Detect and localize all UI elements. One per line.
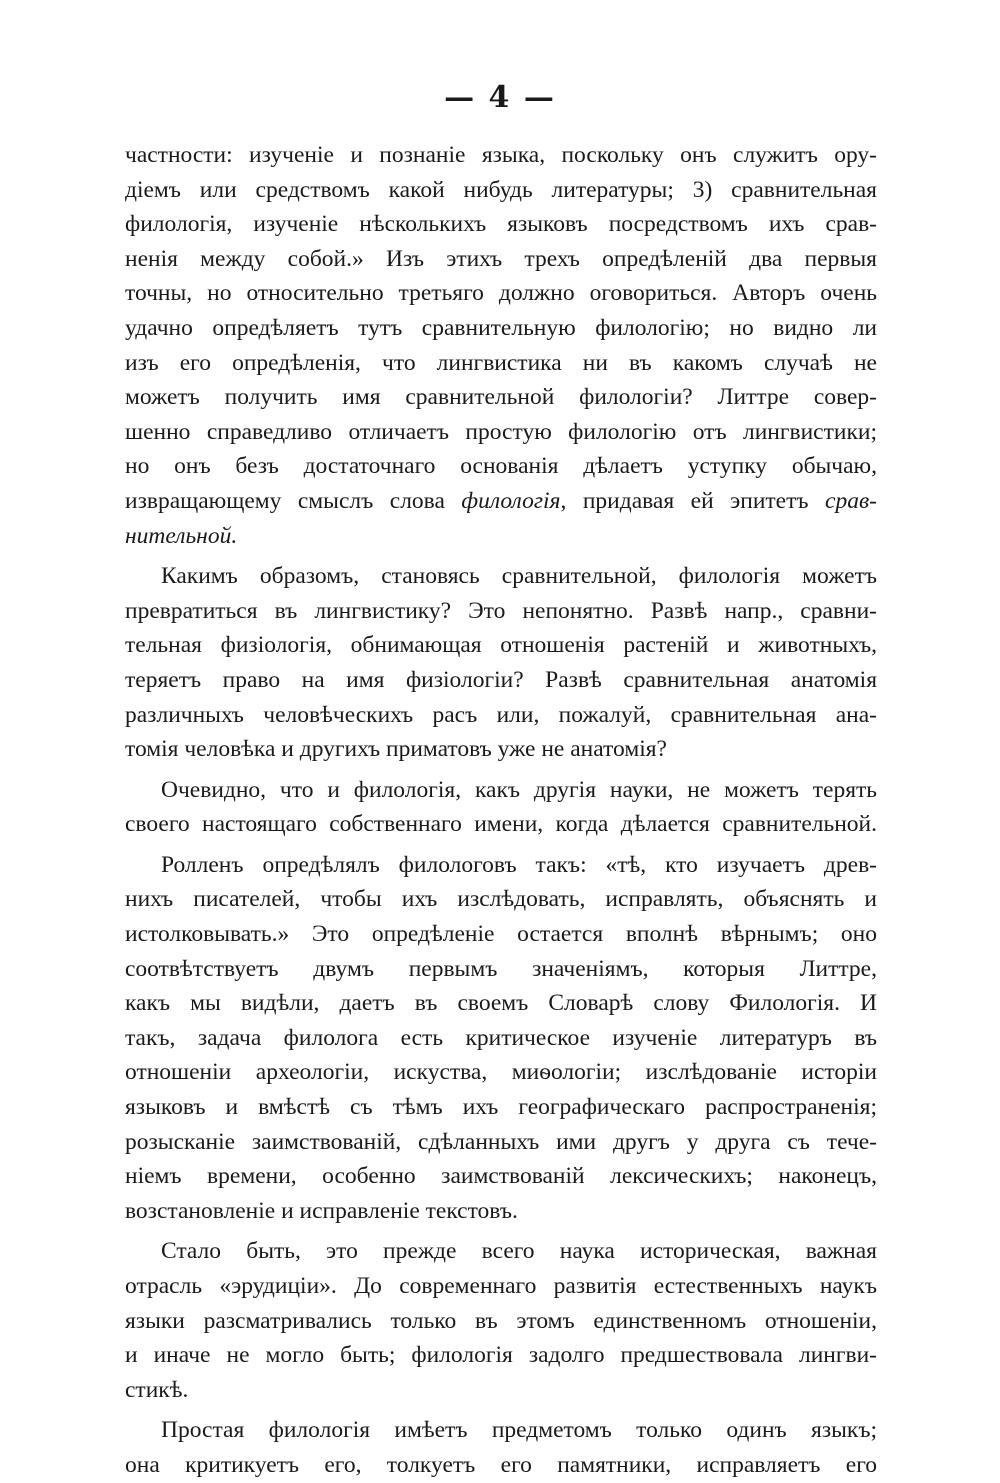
text-line: нихъ писателей, чтобы ихъ изслѣдовать, исправлять, объяснять и (125, 886, 877, 913)
paragraph-1 (125, 138, 877, 553)
text-line: она критикуетъ его, толкуетъ его памятники, исправляетъ его (125, 1451, 877, 1478)
text-line: но онъ безъ достаточнаго основанія дѣлаетъ уступку обычаю, (125, 453, 877, 480)
paragraph-2 (125, 559, 877, 767)
paragraph-5 (125, 1234, 877, 1407)
text-line: такъ, задача филолога есть критическое изученіе литературъ въ (125, 1024, 877, 1051)
text-line: и иначе не могло быть; филологія задолго предшествовала лингви- (125, 1342, 877, 1369)
text-line: точны, но относительно третьяго должно оговориться. Авторъ очень (125, 280, 877, 307)
paragraph-3 (125, 773, 877, 842)
text-line: истолковывать.» Это опредѣленіе остается вполнѣ вѣрнымъ; оно (125, 921, 877, 948)
text-line: возстановленіе и исправленіе текстовъ. (125, 1197, 518, 1224)
text-run: , придавая ей эпитетъ (560, 487, 826, 514)
text-line: частности: изученіе и познаніе языка, поскольку онъ служитъ ору- (125, 142, 877, 168)
text-line-italic: нительной. (125, 522, 238, 549)
text-line: Какимъ образомъ, становясь сравнительной, филологія можетъ (161, 563, 877, 590)
text-line: какъ мы видѣли, даетъ въ своемъ Словарѣ слову Филологія. И (125, 990, 877, 1017)
text-line: тельная физіологія, обнимающая отношенія растеній и животныхъ, (125, 632, 877, 659)
text-line: отрасль «эрудиціи». До современнаго развитія естественныхъ наукъ (125, 1273, 877, 1299)
text-line: Очевидно, что и филологія, какъ другія науки, не можетъ терять (161, 776, 877, 803)
text-line: Стало быть, это прежде всего наука историческая, важная (161, 1238, 877, 1265)
text-line: различныхъ человѣческихъ расъ или, пожалуй, сравнительная ана- (125, 701, 877, 728)
text-line: языки разсматривались только въ этомъ единственномъ отношеніи, (125, 1307, 877, 1334)
text-line: отношеніи археологіи, искуства, миѳологіи; изслѣдованіе исторіи (125, 1059, 877, 1086)
text-line: шенно справедливо отличаетъ простую филологію отъ лингвистики; (125, 418, 877, 445)
text-line: Ролленъ опредѣлялъ филологовъ такъ: «тѣ, кто изучаетъ древ- (161, 851, 877, 878)
text-line: удачно опредѣляетъ тутъ сравнительную филологію; но видно ли (125, 314, 877, 341)
text-line: ніемъ времени, особенно заимствованій лексическихъ; наконецъ, (125, 1163, 877, 1190)
text-run: извращающему смыслъ слова (125, 487, 462, 514)
body-text (125, 138, 877, 1483)
text-line: можетъ получить имя сравнительной филологіи? Литтре совер- (125, 384, 877, 411)
text-line: Простая филологія имѣетъ предметомъ только одинъ языкъ; (161, 1417, 877, 1444)
paragraph-6 (125, 1413, 877, 1482)
text-line: розысканіе заимствованій, сдѣланныхъ ими другъ у друга съ тече- (125, 1128, 877, 1155)
text-line: діемъ или средствомъ какой нибудь литературы; 3) сравнительная (125, 176, 877, 203)
text-line: ненія между собой.» Изъ этихъ трехъ опредѣленій два первыя (125, 245, 877, 272)
italic-word: срав- (825, 487, 877, 514)
text-line: соотвѣтствуетъ двумъ первымъ значеніямъ, которыя Литтре, (125, 955, 877, 982)
text-line: томія человѣка и другихъ приматовъ уже не анатомія? (125, 736, 667, 763)
text-line: превратиться въ лингвистику? Это непонятно. Развѣ напр., сравни- (125, 597, 877, 624)
text-line: языковъ и вмѣстѣ съ тѣмъ ихъ географическаго распространенія; (125, 1094, 877, 1121)
text-line: филологія, изученіе нѣсколькихъ языковъ посредствомъ ихъ срав- (125, 211, 877, 238)
text-line: изъ его опредѣленія, что лингвистика ни въ какомъ случаѣ не (125, 349, 877, 376)
page-number: — 4 — (444, 80, 556, 115)
text-line: стикѣ. (125, 1376, 189, 1403)
paragraph-4 (125, 848, 877, 1229)
text-line: теряетъ право на имя физіологіи? Развѣ сравнительная анатомія (125, 666, 877, 693)
italic-word: филологія (461, 487, 561, 514)
text-line: своего настоящаго собственнаго имени, когда дѣлается сравнительной. (125, 811, 877, 838)
text-line-mixed (125, 484, 877, 519)
